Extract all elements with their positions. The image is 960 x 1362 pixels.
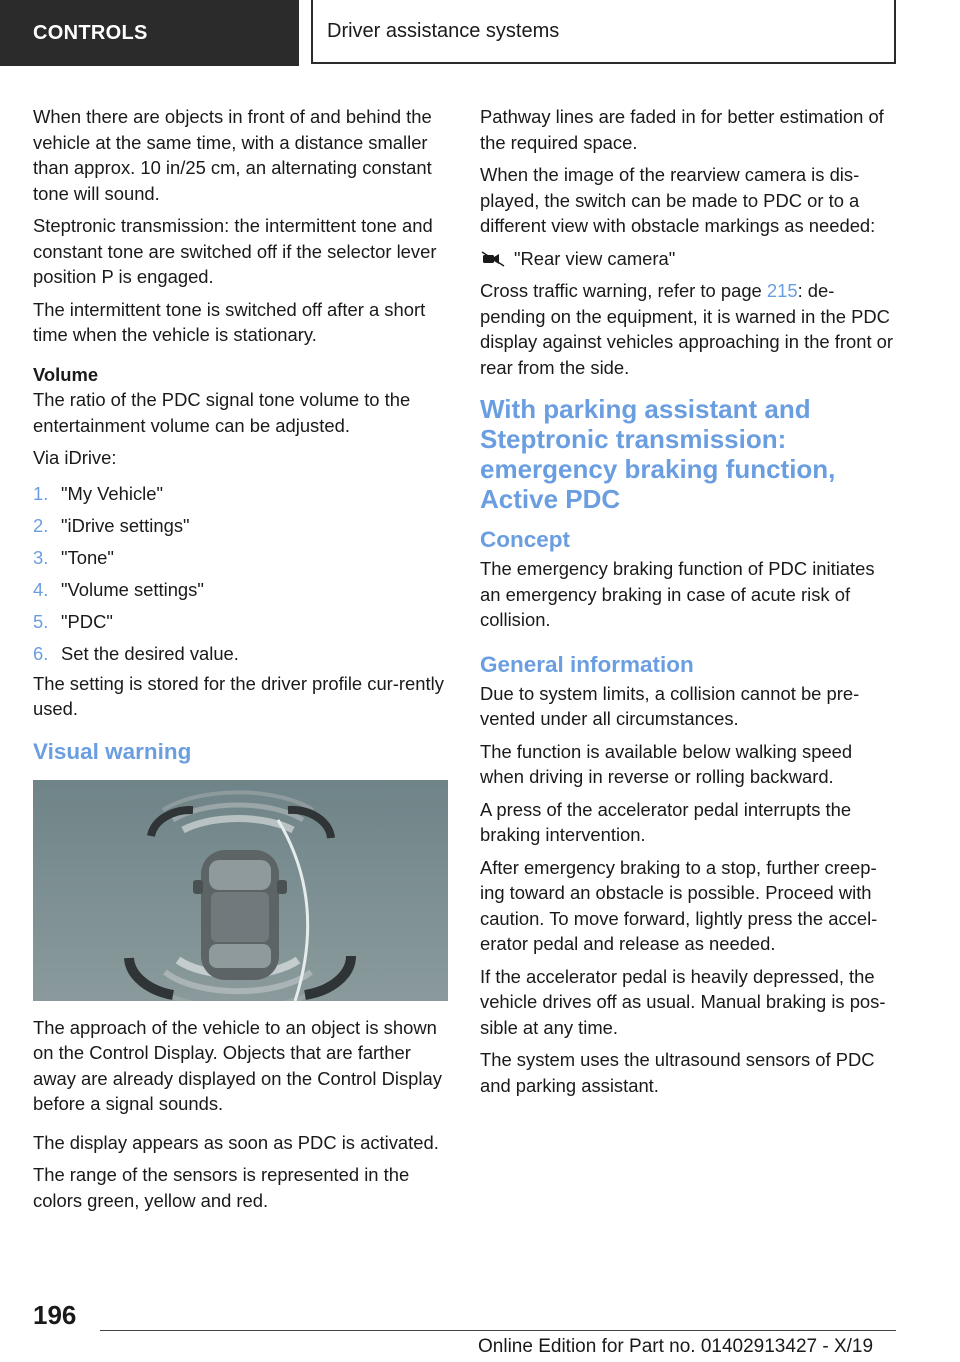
camera-option [480,246,896,272]
idrive-steps [33,481,449,667]
paragraph: When the image of the rearview camera is dis-played, the switch can be made to PDC or to a different view with obstacle markings as needed: [480,164,876,236]
chapter-tab [311,0,896,64]
paragraph: Via iDrive: [33,447,117,468]
paragraph: The emergency braking function of PDC initiates an emergency braking in case of acute risk of collision. [480,558,875,630]
list-item [33,545,449,577]
paragraph: The setting is stored for the driver profile cur-rently used. [33,672,444,719]
page-link[interactable]: 215 [766,280,798,301]
paragraph: The approach of the vehicle to an object is shown on the Control Display. Objects that are farther away are already displayed on the Control Display before a signal sounds. [33,1016,442,1114]
paragraph: The ratio of the PDC signal tone volume to the entertainment volume can be adjusted. [33,389,411,436]
paragraph: The display appears as soon as PDC is activated. [33,1131,439,1153]
cross-traffic-text-rest: : de-pending on the equipment, it is warned in the PDC display against vehicles approaching in the front or rear from the side. [480,280,894,378]
step-text: "PDC" [61,610,113,632]
paragraph: The intermittent tone is switched off after a short time when the vehicle is stationary. [33,298,426,345]
paragraph: Steptronic transmission: the intermittent tone and constant tone are switched off if the selector lever position P is engaged. [33,215,437,287]
cross-traffic-text: Cross traffic warning, refer to page [480,280,767,301]
step-text: "Tone" [61,546,114,568]
step-number: 2. [33,514,49,536]
section-tab [0,0,299,66]
section-title: CONTROLS [33,21,148,44]
step-number: 3. [33,546,49,568]
concept-heading: Concept [480,527,570,552]
paragraph: The function is available below walking speed when driving in reverse or rolling backward. [480,740,853,787]
paragraph: If the accelerator pedal is heavily depressed, the vehicle drives off as usual. Manual braking is pos-sible at any time. [480,965,886,1038]
emergency-braking-heading: With parking assistant and Steptronic transmission: emergency braking function, Active PDC [480,394,836,514]
step-text: "Volume settings" [61,578,204,600]
edition-note: Online Edition for Part no. 01402913427 - X/19 [478,1336,874,1357]
chapter-title: Driver assistance systems [327,19,560,42]
list-item [33,513,449,545]
rear-view-camera-icon [480,248,506,268]
list-item [33,481,449,513]
visual-warning-heading: Visual warning [33,738,192,764]
step-number: 5. [33,610,49,632]
list-item [33,577,449,609]
paragraph: Due to system limits, a collision cannot be pre-vented under all circumstances. [480,682,860,729]
step-number: 6. [33,642,49,664]
left-column [33,104,449,1220]
step-number: 1. [33,482,49,504]
step-number: 4. [33,578,49,600]
right-column [480,104,896,1105]
paragraph: The range of the sensors is represented in the colors green, yellow and red. [33,1164,410,1211]
paragraph [480,278,896,380]
general-information-heading: General information [480,651,694,677]
paragraph: When there are objects in front of and behind the vehicle at the same time, with a distance smaller than approx. 10 in/25 cm, an alternating constant tone will sound. [33,106,432,204]
paragraph: After emergency braking to a stop, further creep-ing toward an obstacle is possible. Proceed with caution. To move forward, lightly press the accel-erator pedal and release as needed. [480,856,878,954]
camera-label: "Rear view camera" [514,247,676,269]
step-text: "My Vehicle" [61,482,163,504]
page-number: 196 [33,1300,77,1330]
step-text: "iDrive settings" [61,514,190,536]
footer-divider [100,1330,896,1331]
paragraph: The system uses the ultrasound sensors of PDC and parking assistant. [480,1049,875,1096]
step-text: Set the desired value. [61,642,239,664]
pdc-display-image [33,780,448,1001]
list-item [33,609,449,641]
list-item [33,641,449,667]
paragraph: Pathway lines are faded in for better estimation of the required space. [480,106,884,153]
volume-heading: Volume [33,363,99,385]
paragraph: A press of the accelerator pedal interrupts the braking intervention. [480,798,852,845]
